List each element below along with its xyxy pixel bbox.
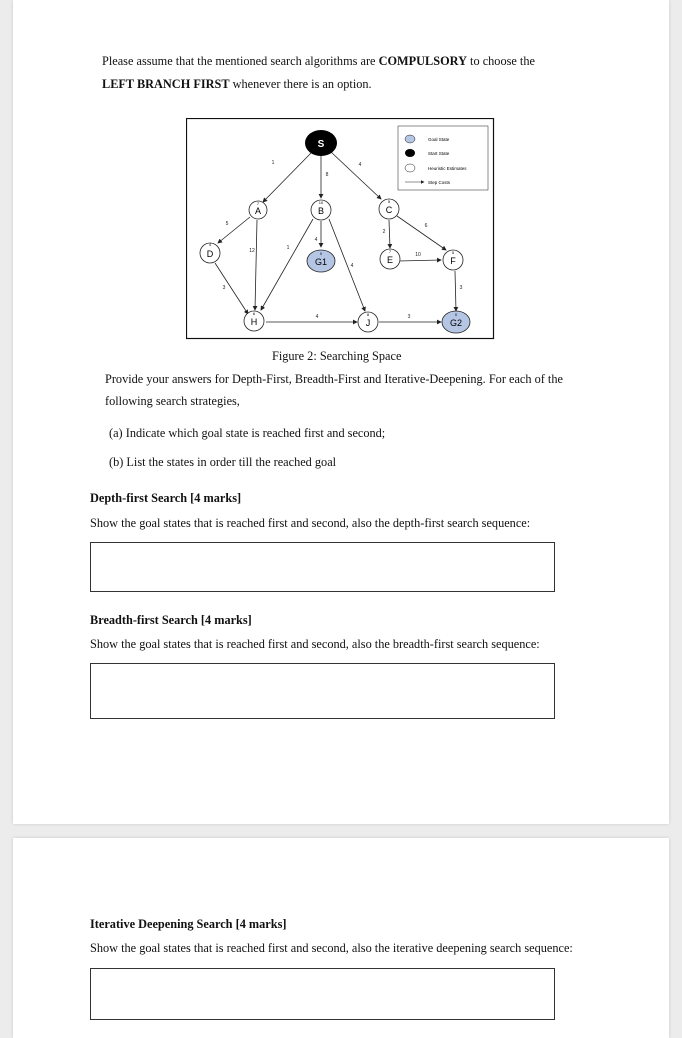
instruction-b: (b) List the states in order till the reached goal — [109, 455, 337, 469]
svg-text:7: 7 — [256, 201, 260, 206]
svg-text:Start State: Start State — [428, 151, 450, 156]
svg-text:J: J — [365, 318, 371, 328]
instruction-a: (a) Indicate which goal state is reached first and second; — [109, 426, 386, 440]
svg-text:C: C — [385, 205, 393, 215]
cost-B-G1: 4 — [314, 237, 318, 243]
svg-text:6: 6 — [252, 311, 256, 316]
cost-S-B: 8 — [325, 172, 329, 178]
svg-text:8: 8 — [366, 312, 370, 317]
svg-text:H: H — [250, 317, 258, 327]
node-B — [311, 200, 331, 220]
search-graph-figure — [186, 118, 495, 341]
svg-text:F: F — [450, 256, 456, 266]
cost-S-A: 1 — [271, 160, 275, 166]
intro-line-1: Please assume that the mentioned search algorithms are COMPULSORY to choose the — [102, 54, 535, 68]
cost-C-F: 6 — [424, 223, 428, 229]
node-J — [358, 312, 378, 332]
cost-F-G2: 3 — [459, 285, 463, 291]
cost-S-C: 4 — [358, 162, 362, 168]
intro-line-2: LEFT BRANCH FIRST whenever there is an option. — [102, 77, 372, 91]
graph-legend — [398, 126, 488, 190]
svg-text:Heuristic Estimates: Heuristic Estimates — [428, 166, 467, 171]
node-G1 — [307, 250, 335, 272]
svg-text:Goal State: Goal State — [428, 137, 450, 142]
bfs-answer-box[interactable] — [90, 663, 555, 719]
ids-title: Iterative Deepening Search [4 marks] — [90, 917, 287, 931]
figure-caption: Figure 2: Searching Space — [272, 349, 402, 363]
svg-text:G2: G2 — [449, 318, 463, 328]
legend-start-icon — [405, 149, 415, 157]
ids-instruction: Show the goal states that is reached first and second, also the iterative deepening search sequence: — [90, 941, 573, 955]
cost-C-E: 2 — [382, 229, 386, 235]
node-C — [379, 199, 399, 219]
cost-B-J: 4 — [350, 263, 354, 269]
legend-goal-icon — [405, 135, 415, 143]
svg-text:B: B — [317, 206, 325, 216]
cost-H-J: 4 — [315, 314, 319, 320]
svg-text:S: S — [317, 139, 325, 150]
ids-answer-box[interactable] — [90, 968, 555, 1020]
svg-text:10: 10 — [318, 200, 324, 205]
cost-E-F: 10 — [415, 252, 421, 258]
node-G2 — [442, 311, 470, 333]
node-F — [443, 250, 463, 270]
instructions-line-2: following search strategies, — [105, 394, 240, 408]
node-S — [305, 130, 337, 156]
instructions-line-1: Provide your answers for Depth-First, Breadth-First and Iterative-Deepening. For each of the — [105, 372, 563, 386]
svg-text:Step Costs: Step Costs — [428, 180, 451, 185]
node-H — [244, 311, 264, 331]
svg-text:0: 0 — [319, 251, 323, 256]
svg-text:7: 7 — [388, 249, 392, 254]
svg-text:5: 5 — [387, 199, 391, 204]
svg-text:0: 0 — [454, 312, 458, 317]
dfs-answer-box[interactable] — [90, 542, 555, 592]
cost-J-G2: 3 — [407, 314, 411, 320]
dfs-instruction: Show the goal states that is reached first and second, also the depth-first search sequence: — [90, 516, 531, 530]
svg-text:D: D — [206, 249, 214, 259]
cost-A-H: 12 — [249, 248, 255, 254]
bfs-title: Breadth-first Search [4 marks] — [90, 613, 252, 627]
svg-text:5: 5 — [451, 250, 455, 255]
node-E — [380, 249, 400, 269]
cost-D-H: 3 — [222, 285, 226, 291]
cost-B-H: 1 — [286, 245, 290, 251]
legend-heuristic-icon — [405, 164, 415, 172]
cost-A-D: 5 — [225, 221, 229, 227]
node-A — [249, 201, 267, 219]
dfs-title: Depth-first Search [4 marks] — [90, 491, 242, 505]
svg-text:A: A — [254, 206, 262, 216]
svg-text:G1: G1 — [314, 257, 328, 267]
bfs-instruction: Show the goal states that is reached first and second, also the breadth-first search sequence: — [90, 637, 540, 651]
svg-text:E: E — [386, 255, 394, 265]
svg-text:4: 4 — [208, 242, 212, 247]
